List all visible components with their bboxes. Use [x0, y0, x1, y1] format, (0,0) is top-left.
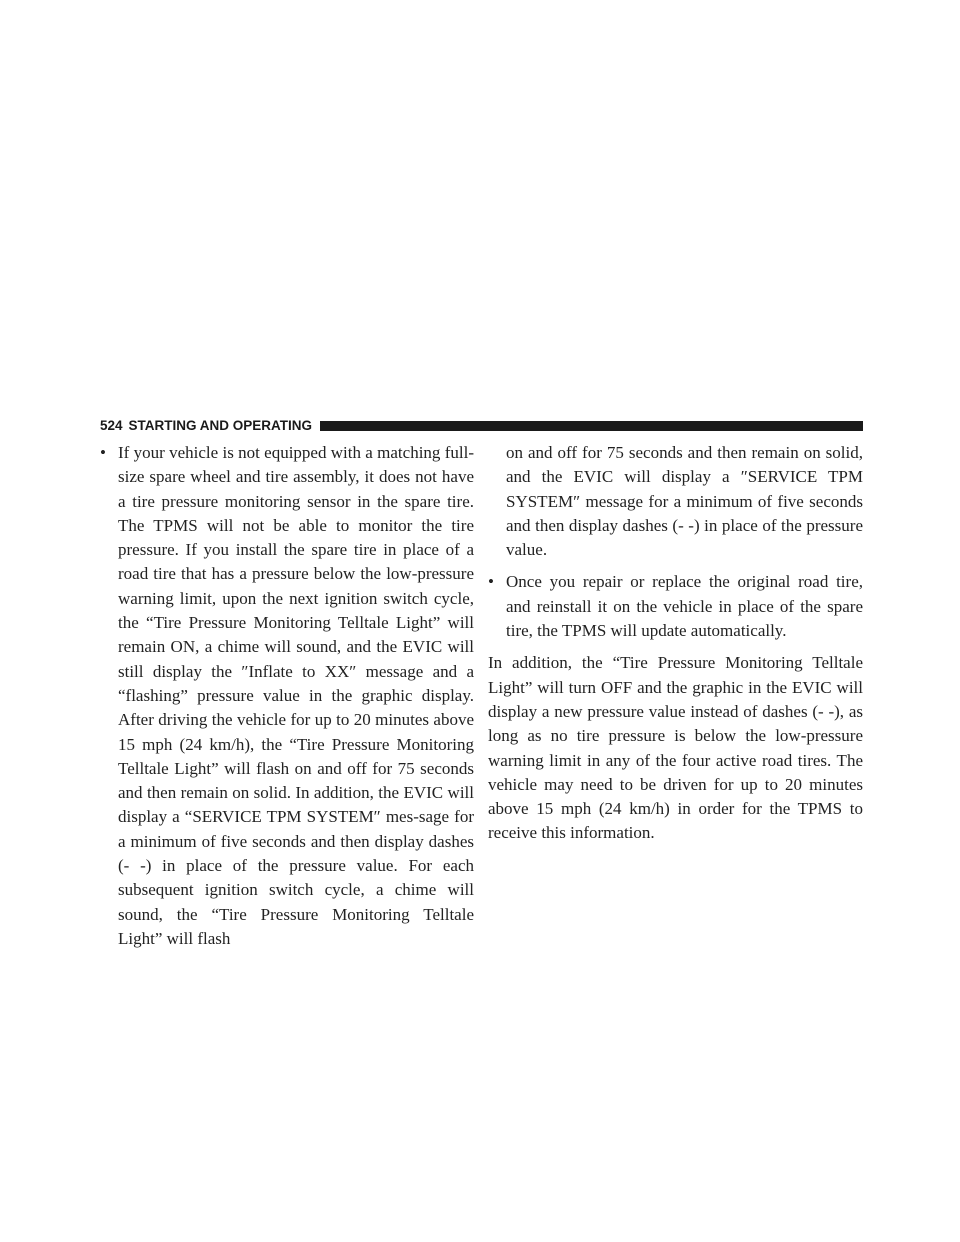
right-column: [488, 441, 863, 846]
header-rule: [320, 421, 863, 431]
page-number: 524: [100, 418, 123, 433]
left-column: [100, 441, 474, 951]
bullet-text: If your vehicle is not equipped with a matching full-size spare wheel and tire assembly, it does not have a tire pressure monitoring sensor in the spare tire. The TPMS will not be able to monitor the tire pressure. If you install the spare tire in place of a road tire that has a pressure below the low-pressure warning limit, upon the next ignition switch cycle, the “Tire Pressure Monitoring Telltale Light” will remain ON, a chime will sound, and the EVIC will still display the ″Inflate to XX″ message and a “flashing” pressure value in the graphic display. After driving the vehicle for up to 20 minutes above 15 mph (24 km/h), the “Tire Pressure Monitoring Telltale Light” will flash on and off for 75 seconds and then remain on solid. In addition, the EVIC will display a “SERVICE TPM SYSTEM″ mes-sage for a minimum of five seconds and then display dashes (- -) in place of the pressure value. For each subsequent ignition switch cycle, a chime will sound, the “Tire Pressure Monitoring Telltale Light” will flash: [118, 443, 474, 948]
bullet-icon: •: [488, 572, 494, 592]
bullet-item-spare-tire: [100, 441, 474, 951]
bullet-text: Once you repair or replace the original road tire, and reinstall it on the vehicle in place of the spare tire, the TPMS will update automatically.: [506, 572, 863, 641]
bullet-continuation-text: on and off for 75 seconds and then remain on solid, and the EVIC will display a ″SERVICE TPM SYSTEM″ message for a minimum of five seconds and then display dashes (- -) in place of the pressure value.: [506, 443, 863, 560]
bullet-icon: •: [100, 443, 106, 462]
page-header: [100, 419, 863, 433]
section-title: STARTING AND OPERATING: [128, 418, 313, 433]
body-paragraph: In addition, the “Tire Pressure Monitoring Telltale Light” will turn OFF and the graphic in the EVIC will display a new pressure value instead of dashes (- -), as long as no tire pressure is below the low-pressure warning limit in any of the four active road tires. The vehicle may need to be driven for up to 20 minutes above 15 mph (24 km/h) in order for the TPMS to receive this information.: [488, 653, 863, 843]
bullet-item-repair-tire: [488, 570, 863, 643]
